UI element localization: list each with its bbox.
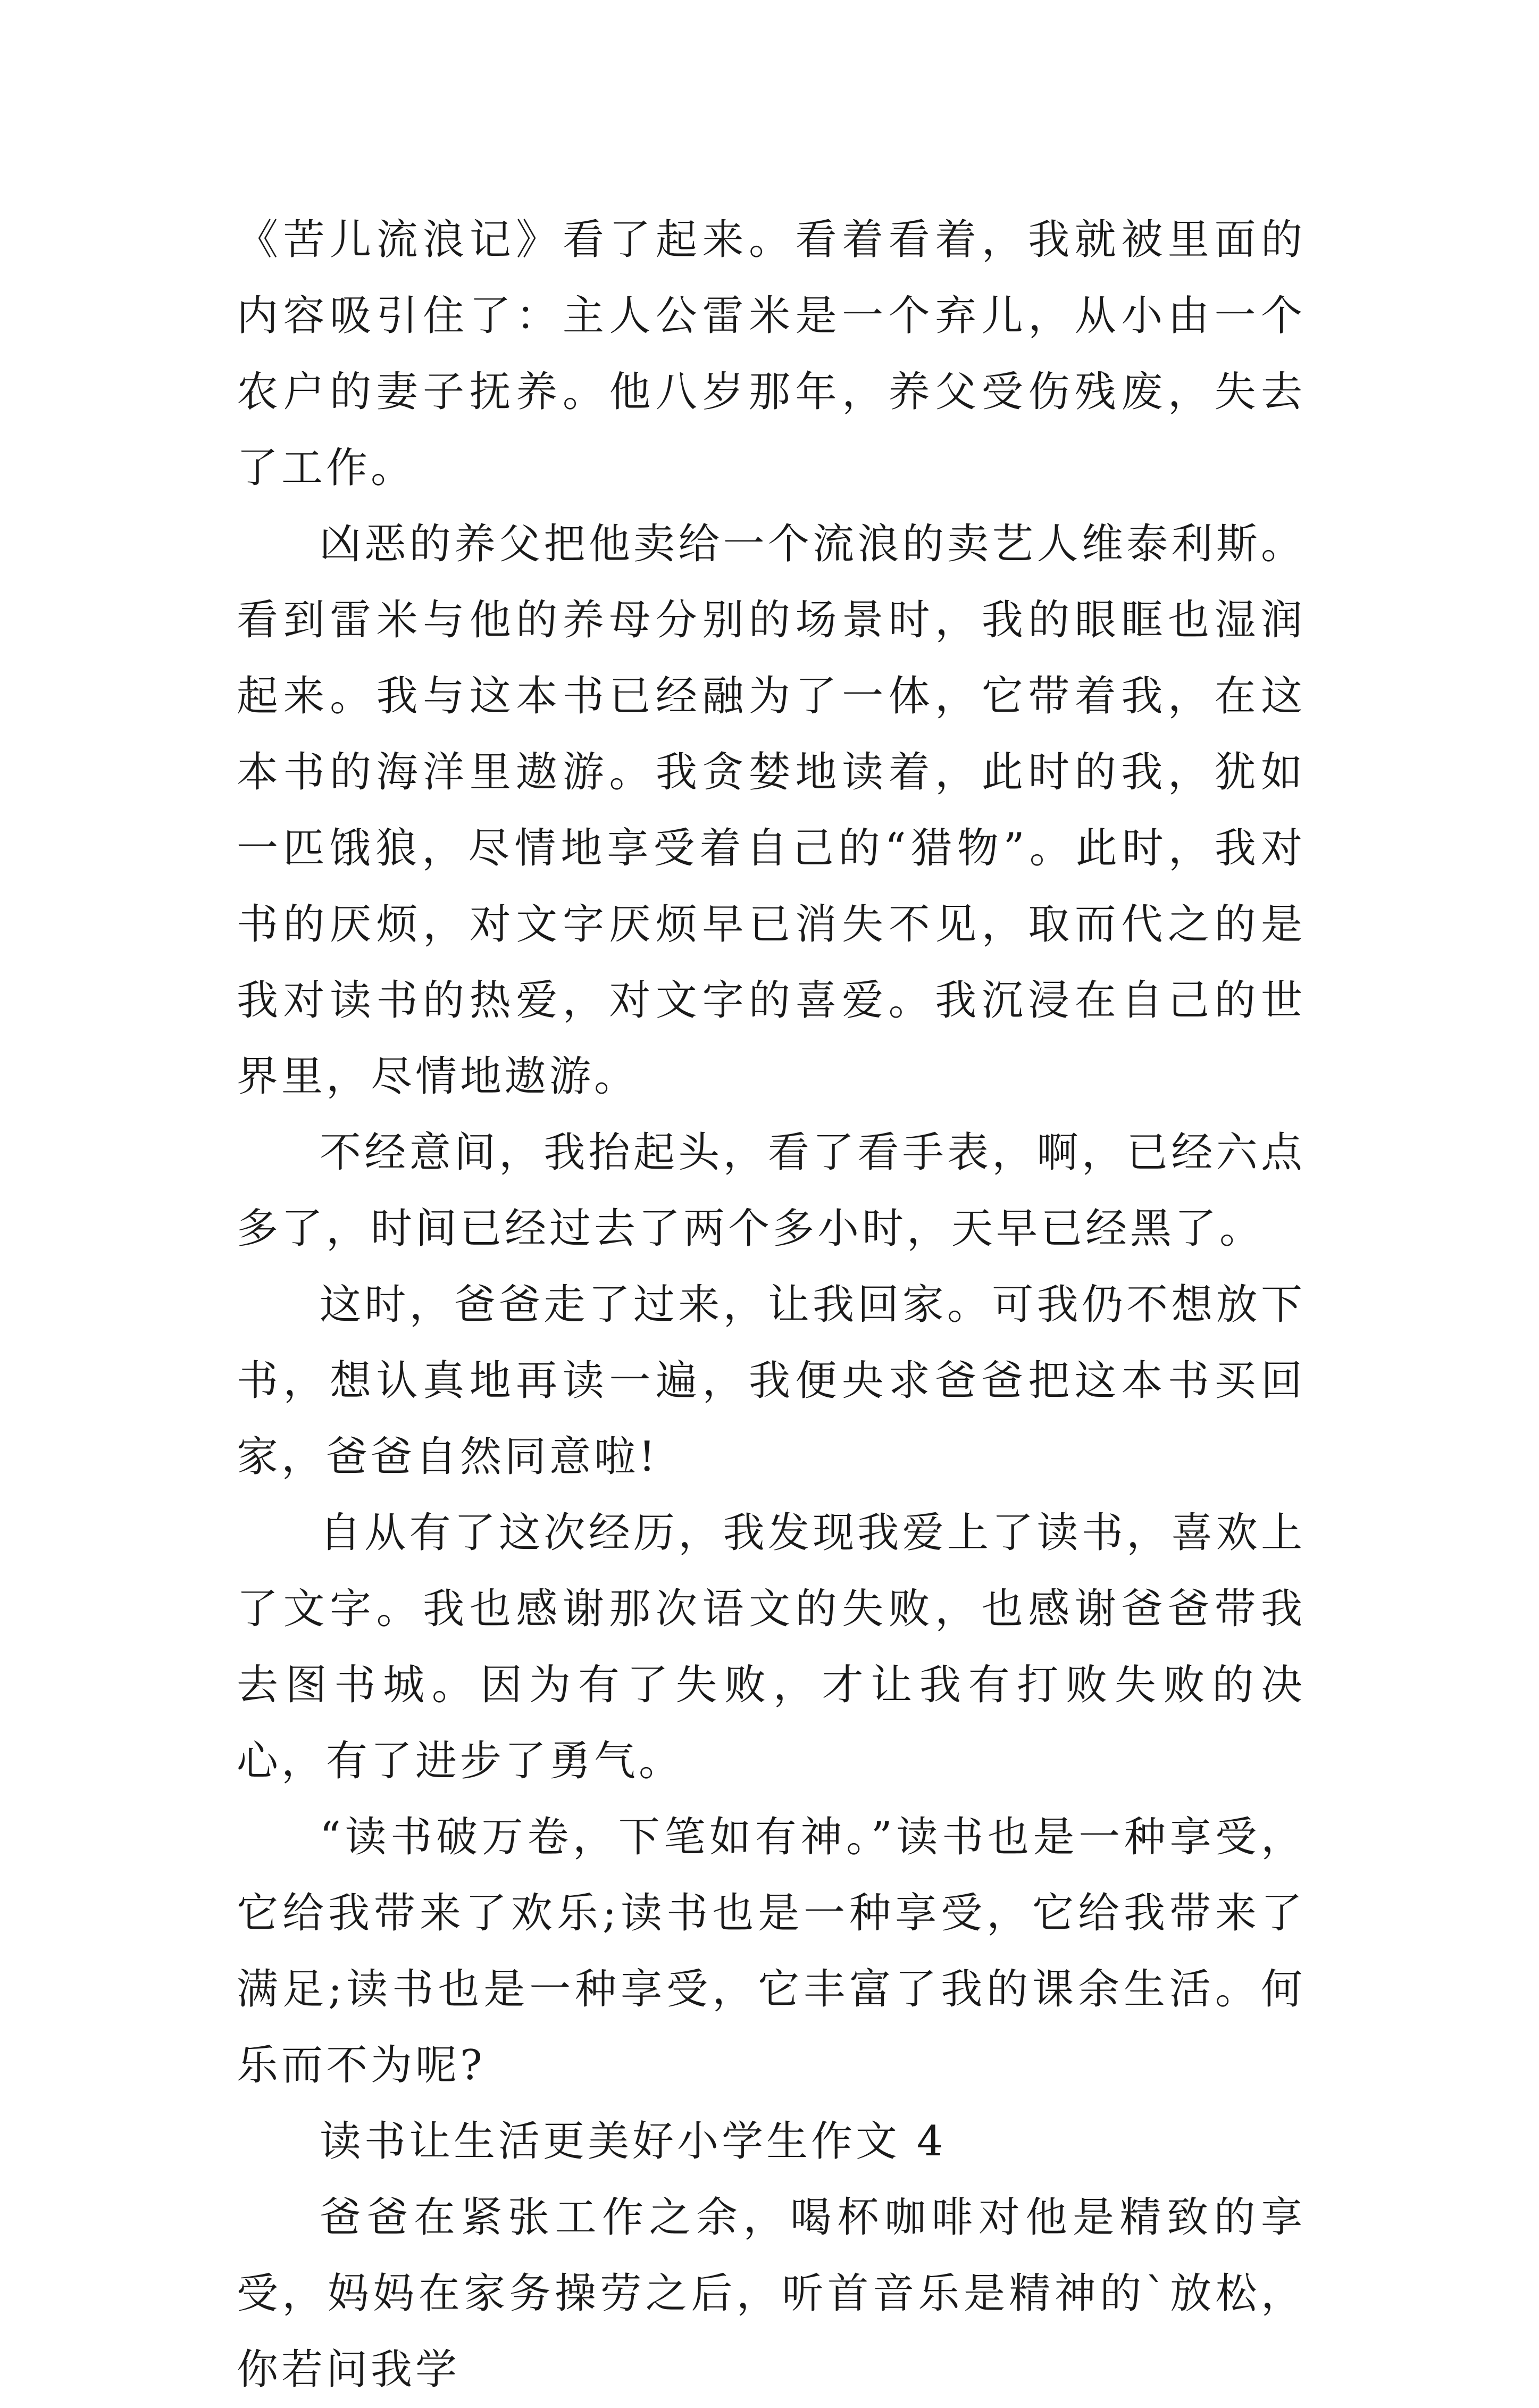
- paragraph-essay-start: 爸爸在紧张工作之余，喝杯咖啡对他是精致的享受，妈妈在家务操劳之后，听首音乐是精神的`放松，你若问我学: [237, 2194, 1306, 2394]
- paragraph-adoptive-father: 凶恶的养父把他卖给一个流浪的卖艺人维泰利斯。看到雷米与他的养母分别的场景时，我的眼眶也湿润起来。我与这本书已经融为了一体，它带着我，在这本书的海洋里遨游。我贪婪地读着，此时的我，犹如一匹饿狼，尽情地享受着自己的“猎物”。此时，我对书的厌烦，对文字厌烦早已消失不见，取而代之的是我对读书的热爱，对文字的喜爱。我沉浸在自己的世界里，尽情地遨游。: [237, 520, 1306, 1101]
- paragraph-dad-arrives: 这时，爸爸走了过来，让我回家。可我仍不想放下书，想认真地再读一遍，我便央求爸爸把这本书买回家，爸爸自然同意啦!: [237, 1281, 1306, 1481]
- paragraph-time-passed: 不经意间，我抬起头，看了看手表，啊，已经六点多了，时间已经过去了两个多小时，天早已经黑了。: [237, 1129, 1306, 1253]
- essay-heading: 读书让生活更美好小学生作文 4: [320, 2118, 947, 2165]
- paragraph-love-reading: 自从有了这次经历，我发现我爱上了读书，喜欢上了文字。我也感谢那次语文的失败，也感谢爸爸带我去图书城。因为有了失败，才让我有打败失败的决心，有了进步了勇气。: [237, 1509, 1306, 1785]
- paragraph-quote: “读书破万卷，下笔如有神。”读书也是一种享受，它给我带来了欢乐;读书也是一种享受，它给我带来了满足;读书也是一种享受，它丰富了我的课余生活。何乐而不为呢?: [237, 1813, 1306, 2089]
- document-body: [237, 202, 1306, 2408]
- paragraph-continuation: 《苦儿流浪记》看了起来。看着看着，我就被里面的内容吸引住了：主人公雷米是一个弃儿，从小由一个农户的妻子抚养。他八岁那年，养父受伤残废，失去了工作。: [237, 216, 1306, 492]
